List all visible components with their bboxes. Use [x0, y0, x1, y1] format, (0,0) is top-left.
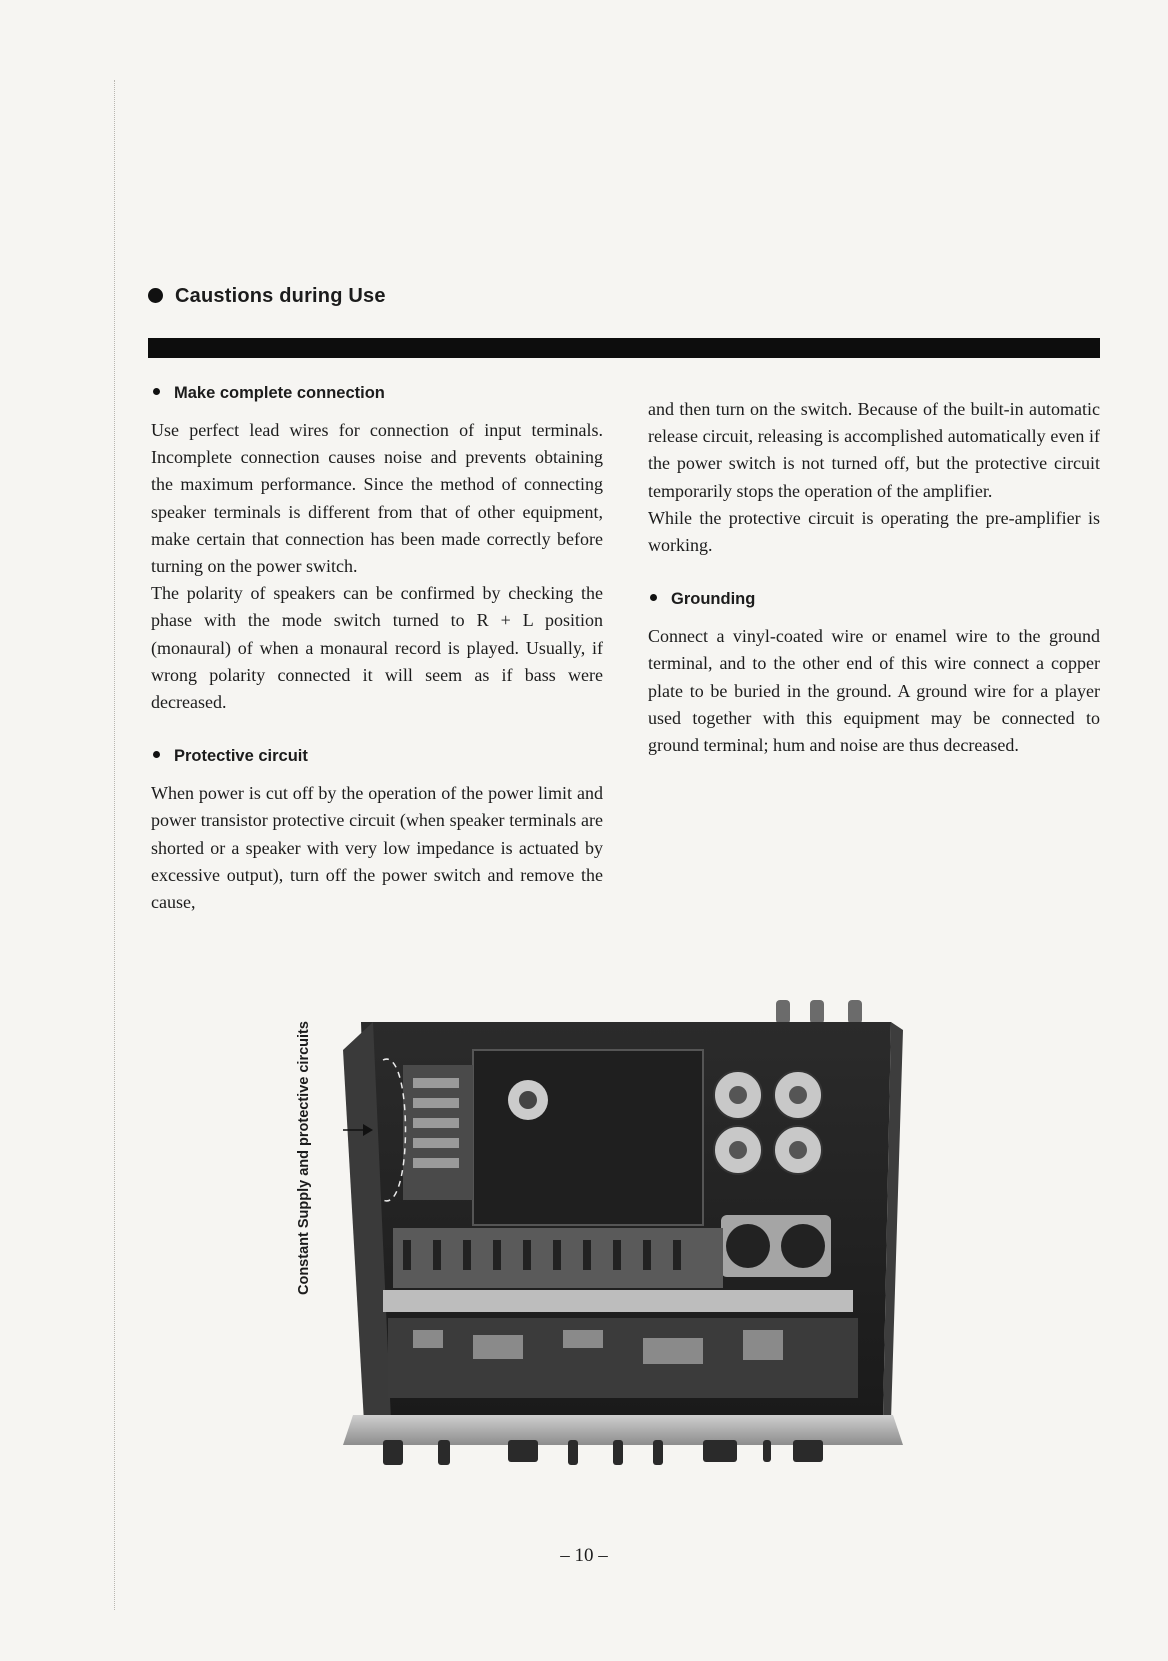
left-column	[151, 384, 603, 916]
page-number: – 10 –	[560, 1545, 608, 1566]
section-heading-connection: Make complete connection	[151, 384, 603, 403]
section-connection-paragraph-1: Use perfect lead wires for connection of input terminals. Incomplete connection causes noise and prevents obtaining the maximum performance. Since the method of connecting speaker terminals is different from that of other equipment, make certain that connection has been made correctly before turning on the power switch.	[151, 420, 603, 577]
page-title-text: Caustions during Use	[175, 285, 386, 307]
title-bullet-icon	[148, 288, 163, 303]
section-protective-paragraph-1: When power is cut off by the operation of the power limit and power transistor protective circuit (when speaker terminals are shorted or a speaker with very low impedance is actuated by excessive output), turn off the power switch and remove the cause,	[151, 783, 603, 913]
binding-margin-line	[114, 80, 115, 1610]
figure-caption: Constant Supply and protective circuits	[296, 1021, 312, 1295]
section-protective-continued-paragraph-2: While the protective circuit is operating the pre-amplifier is working.	[648, 507, 1100, 556]
bullet-icon	[650, 594, 657, 601]
section-grounding-paragraph-1: Connect a vinyl-coated wire or enamel wire to the ground terminal, and to the other end of this wire connect a copper plate to be buried in the ground. A ground wire for a player used together with this equipment may be connected to ground terminal; hum and noise are thus decreased.	[648, 626, 1100, 756]
section-protective-continued-paragraph-1: and then turn on the switch. Because of the built-in automatic release circuit, releasing is accomplished automatically even if the power switch is not turned off, but the protective circuit temporarily stops the operation of the amplifier.	[648, 399, 1100, 501]
page-title	[148, 285, 386, 308]
section-heading-protective: Protective circuit	[151, 747, 603, 766]
title-rule	[148, 338, 1100, 358]
bullet-icon	[153, 388, 160, 395]
right-column	[648, 396, 1100, 759]
bullet-icon	[153, 751, 160, 758]
section-heading-grounding: Grounding	[648, 590, 1100, 609]
amplifier-chassis-illustration	[343, 1000, 903, 1465]
amplifier-chassis-photo	[343, 1000, 903, 1465]
section-connection-paragraph-2: The polarity of speakers can be confirmed by checking the phase with the mode switch turned to R + L position (monaural) of when a monaural record is played. Usually, if wrong polarity connected it will seem as if bass were decreased.	[151, 583, 603, 713]
